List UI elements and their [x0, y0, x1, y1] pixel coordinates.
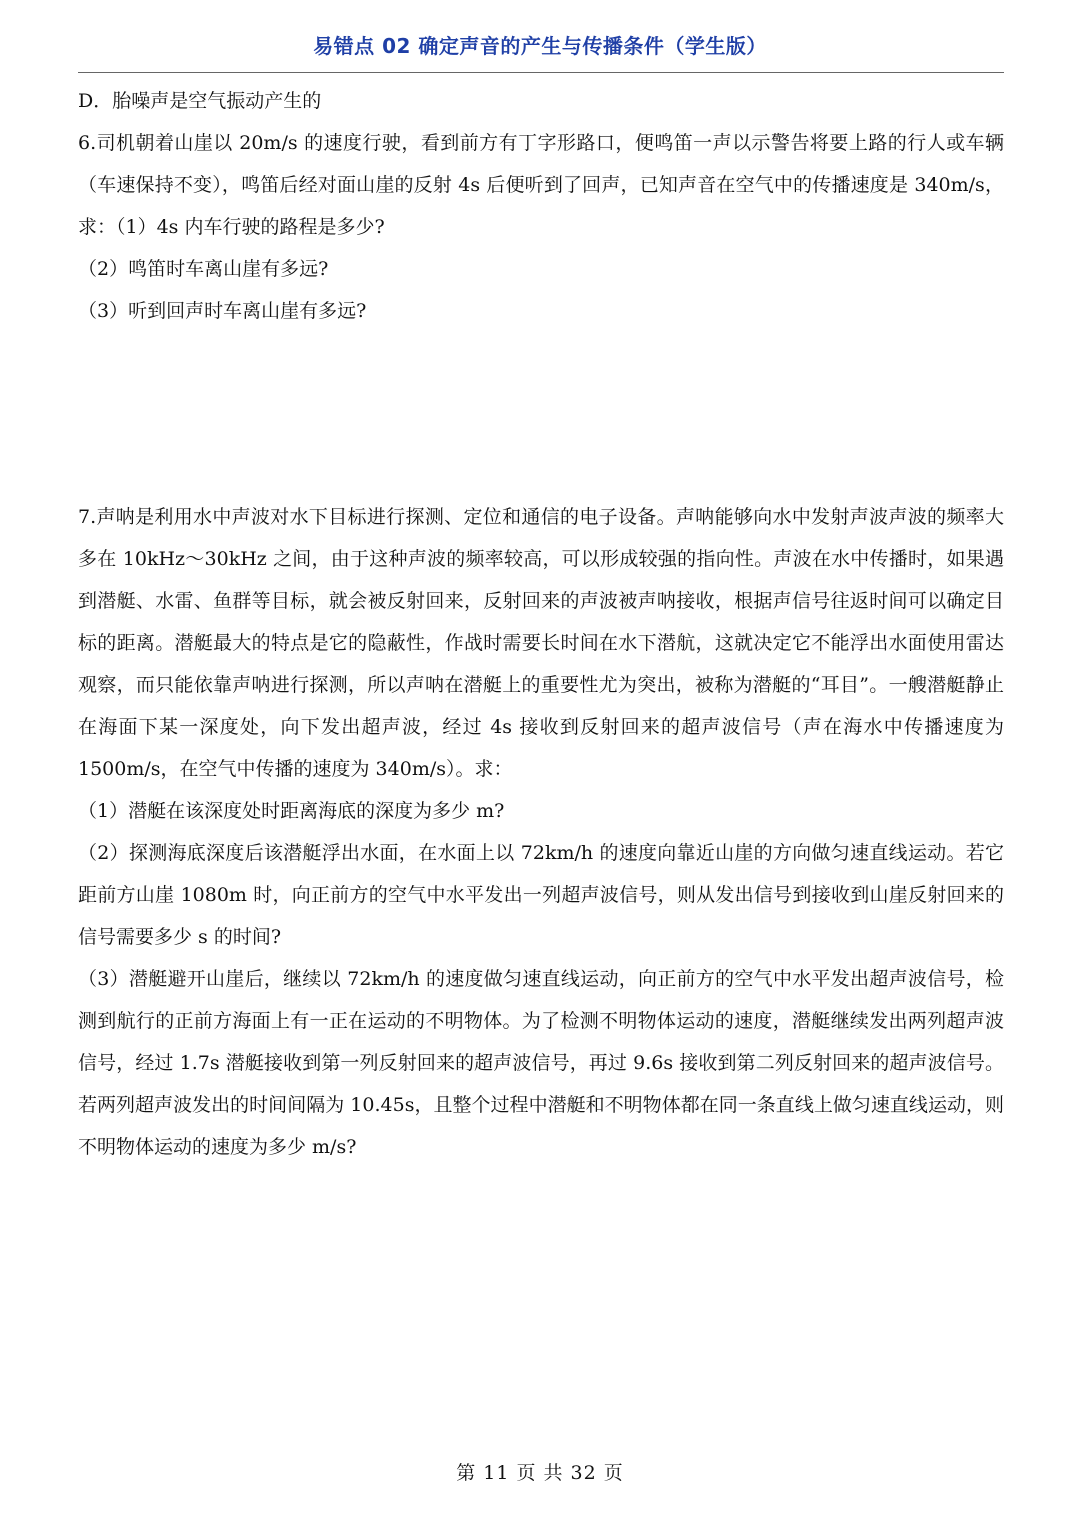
question-7-sub-2: （2）探测海底深度后该潜艇浮出水面，在水面上以 72km/h 的速度向靠近山崖的方向做匀速直线运动。若它距前方山崖 1080m 时，向正前方的空气中水平发出一列超声波信号，则从发出信号到接收到山崖反射回来的信号需要多少 s 的时间?	[78, 842, 1004, 948]
question-7-sub-3: （3）潜艇避开山崖后，继续以 72km/h 的速度做匀速直线运动，向正前方的空气中水平发出超声波信号，检测到航行的正前方海面上有一正在运动的不明物体。为了检测不明物体运动的速度，潜艇继续发出两列超声波信号，经过 1.7s 潜艇接收到第一列反射回来的超声波信号，再过 9.6s 接收到第二列反射回来的超声波信号。若两列超声波发出的时间间隔为 10.45s，且整个过程中潜艇和不明物体都在同一条直线上做匀速直线运动，则不明物体运动的速度为多少 m/s?	[78, 968, 1004, 1158]
question-7-stem: 7.声呐是利用水中声波对水下目标进行探测、定位和通信的电子设备。声呐能够向水中发射声波声波的频率大多在 10kHz～30kHz 之间，由于这种声波的频率较高，可以形成较强的指向性。声波在水中传播时，如果遇到潜艇、水雷、鱼群等目标，就会被反射回来，反射回来的声波被声呐接收，根据声信号往返时间可以确定目标的距离。潜艇最大的特点是它的隐蔽性，作战时需要长时间在水下潜航，这就决定它不能浮出水面使用雷达观察，而只能依靠声呐进行探测，所以声呐在潜艇上的重要性尤为突出，被称为潜艇的“耳目”。一艘潜艇静止在海面下某一深度处，向下发出超声波，经过 4s 接收到反射回来的超声波信号（声在海水中传播速度为 1500m/s，在空气中传播的速度为 340m/s）。求：	[78, 506, 1004, 780]
header-divider	[78, 72, 1004, 73]
option-d: D．胎噪声是空气振动产生的	[78, 90, 322, 112]
page-header-title: 易错点 02 确定声音的产生与传播条件（学生版）	[313, 34, 767, 58]
page-number: 第 11 页 共 32 页	[456, 1462, 624, 1484]
answer-space	[78, 332, 1004, 496]
question-6-sub-2: （2）鸣笛时车离山崖有多远?	[78, 258, 329, 280]
question-7-sub-1: （1）潜艇在该深度处时距离海底的深度为多少 m?	[78, 800, 505, 822]
question-6-sub-3: （3）听到回声时车离山崖有多远?	[78, 300, 367, 322]
question-6-stem: 6.司机朝着山崖以 20m/s 的速度行驶，看到前方有丁字形路口，便鸣笛一声以示警告将要上路的行人或车辆（车速保持不变），鸣笛后经对面山崖的反射 4s 后便听到了回声，已知声音在空气中的传播速度是 340m/s，求：（1）4s 内车行驶的路程是多少?	[78, 132, 1004, 238]
document-body	[78, 80, 1004, 1168]
